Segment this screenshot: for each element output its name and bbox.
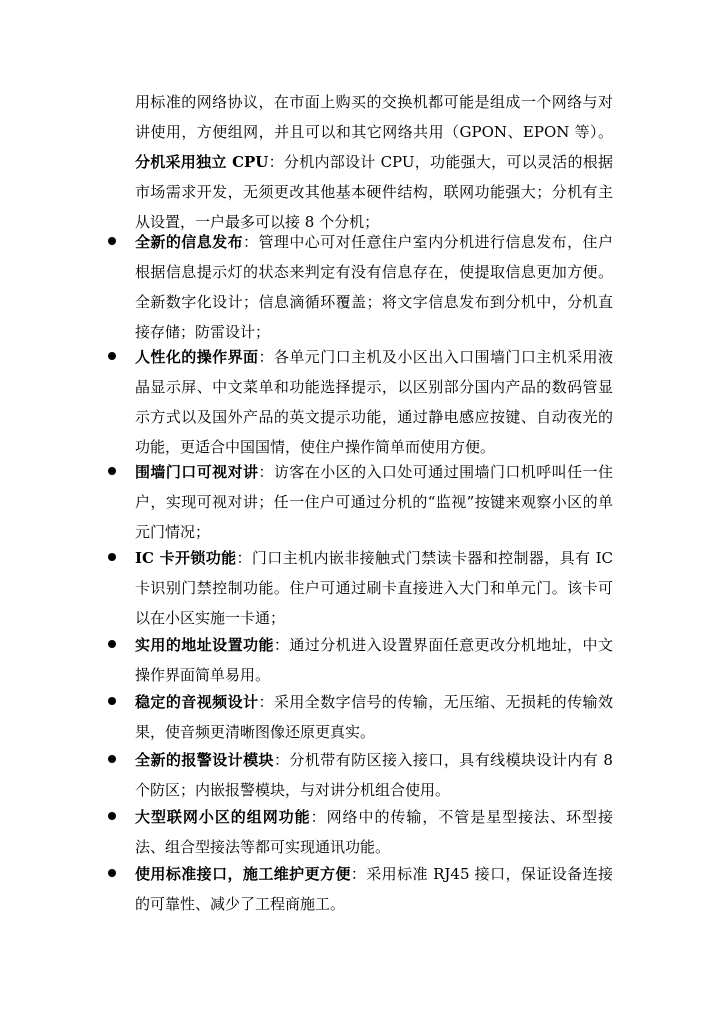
bullet-text: ：采用全数字信号的传输，无压缩、无损耗的传输效果，使音频更清晰图像还原更真实。 bbox=[135, 693, 613, 741]
bullet-item-ui bbox=[135, 342, 613, 462]
bullet-text: ：通过分机进入设置界面任意更改分机地址，中文操作界面简单易用。 bbox=[135, 636, 613, 684]
bullet-heading: 稳定的音视频设计 bbox=[135, 693, 259, 711]
bullet-icon bbox=[108, 697, 116, 705]
bullet-icon bbox=[108, 467, 116, 475]
bullet-heading: 使用标准接口，施工维护更方便 bbox=[135, 865, 351, 883]
intro-bold-heading: 分机采用独立 CPU bbox=[135, 153, 269, 171]
bullet-heading: 人性化的操作界面 bbox=[135, 348, 259, 366]
bullet-item-networking bbox=[135, 802, 613, 862]
bullet-heading: 全新的报警设计模块 bbox=[135, 751, 274, 769]
bullet-item-address-setting bbox=[135, 630, 613, 690]
bullet-item-info-release bbox=[135, 227, 613, 347]
intro-text-2: ：分机内部设计 CPU，功能强大，可以灵活的根据市场需求开发，无须更改其他基本硬件结构，联网功能强大；分机有主从设置，一户最多可以接 8 个分机； bbox=[135, 153, 614, 231]
bullet-icon bbox=[108, 640, 116, 648]
bullet-text: ：各单元门口主机及小区出入口围墙门口主机采用液晶显示屏、中文菜单和功能选择提示，以区别部分国内产品的数码管显示方式以及国外产品的英文提示功能，通过静电感应按键、自动夜光的功能，更适合中国国情，使住户操作简单而使用方便。 bbox=[135, 348, 613, 456]
bullet-heading: 大型联网小区的组网功能 bbox=[135, 808, 311, 826]
bullet-text: ：网络中的传输，不管是星型接法、环型接法、组合型接法等都可实现通讯功能。 bbox=[135, 808, 613, 856]
bullet-item-av-design bbox=[135, 687, 613, 747]
bullet-text: ：访客在小区的入口处可通过围墙门口机呼叫任一住户，实现可视对讲；任一住户可通过分机的“监视”按键来观察小区的单元门情况； bbox=[135, 463, 613, 541]
intro-paragraph bbox=[135, 87, 613, 237]
bullet-text: ：采用标准 RJ45 接口，保证设备连接的可靠性、减少了工程商施工。 bbox=[135, 865, 613, 913]
bullet-icon bbox=[108, 237, 116, 245]
bullet-item-alarm-module bbox=[135, 745, 613, 805]
bullet-icon bbox=[108, 553, 116, 561]
intro-text: 用标准的网络协议，在市面上购买的交换机都可能是组成一个网络与对讲使用，方便组网，并且可以和其它网络共用（GPON、EPON 等）。 bbox=[135, 93, 613, 141]
bullet-text: ：分机带有防区接入接口，具有线模块设计内有 8 个防区；内嵌报警模块，与对讲分机组合使用。 bbox=[135, 751, 613, 799]
bullet-icon bbox=[108, 352, 116, 360]
bullet-heading: IC 卡开锁功能 bbox=[135, 549, 237, 567]
bullet-text: ：门口主机内嵌非接触式门禁读卡器和控制器，具有 IC 卡识别门禁控制功能。住户可通过刷卡直接进入大门和单元门。该卡可以在小区实施一卡通； bbox=[135, 549, 613, 627]
bullet-heading: 围墙门口可视对讲 bbox=[135, 463, 259, 481]
bullet-icon bbox=[108, 869, 116, 877]
bullet-item-ic-card bbox=[135, 543, 613, 633]
bullet-icon bbox=[108, 812, 116, 820]
bullet-icon bbox=[108, 755, 116, 763]
bullet-text: ：管理中心可对任意住户室内分机进行信息发布，住户根据信息提示灯的状态来判定有没有信息存在，使提取信息更加方便。全新数字化设计；信息滴循环覆盖；将文字信息发布到分机中，分机直接存储；防雷设计； bbox=[135, 233, 613, 341]
bullet-heading: 实用的地址设置功能 bbox=[135, 636, 274, 654]
bullet-heading: 全新的信息发布 bbox=[135, 233, 244, 251]
bullet-item-standard-interface bbox=[135, 859, 613, 919]
bullet-item-wall-intercom bbox=[135, 457, 613, 547]
